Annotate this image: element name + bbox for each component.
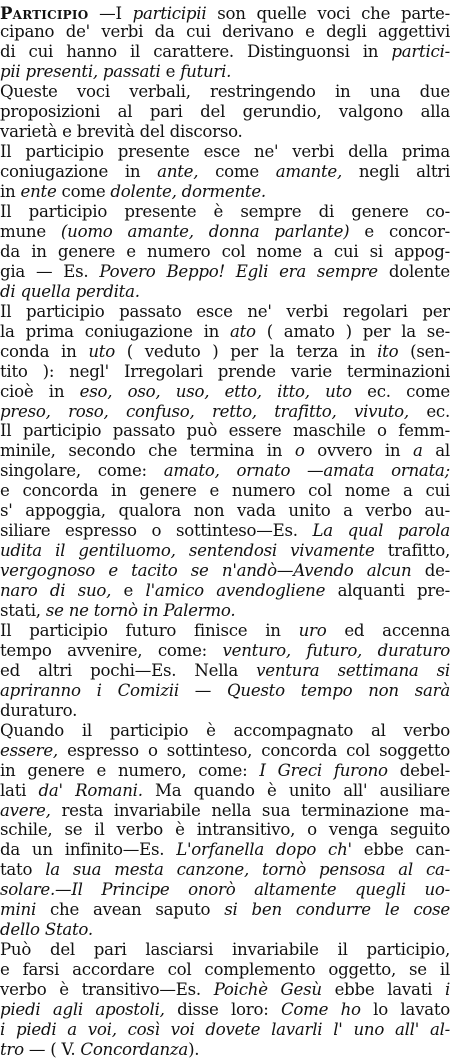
italic-text: amato, ornato —amata ornata; bbox=[163, 461, 450, 481]
italic-text: l'amico avendogliene bbox=[145, 581, 326, 601]
italic-text: mini bbox=[0, 900, 37, 920]
italic-text: Povero Beppo! Egli era sempre bbox=[99, 261, 378, 281]
italic-text: naro di suo, bbox=[0, 581, 112, 601]
text-run: disse loro: bbox=[164, 1000, 281, 1019]
italic-text: Concordanza bbox=[80, 1039, 189, 1059]
italic-text: essere, bbox=[0, 740, 58, 760]
text-run: de- bbox=[411, 561, 450, 581]
text-run: schile, se il verbo è intransitivo, o venga seguito bbox=[0, 820, 450, 840]
text-run: s' appoggia, qualora non vada unito a verbo au- bbox=[0, 501, 450, 521]
text-run: cioè in bbox=[0, 381, 80, 401]
italic-text: participii bbox=[132, 3, 207, 23]
text-run: ( amato ) per la se- bbox=[255, 321, 450, 341]
text-run: lo lavato bbox=[360, 1000, 450, 1019]
text-run: gia — Es. bbox=[0, 261, 100, 281]
italic-text: o bbox=[294, 441, 305, 461]
italic-text: i bbox=[444, 980, 450, 1000]
text-run: e concorda in genere e numero col nome a cui bbox=[0, 481, 450, 501]
text-run: debel- bbox=[387, 760, 450, 780]
italic-text: Poichè Gesù bbox=[213, 980, 322, 1000]
text-run: son quelle voci che parte- bbox=[206, 3, 450, 23]
text-run: tito ): negl' Irregolari prende varie terminazioni bbox=[0, 361, 450, 381]
text-run: e concor- bbox=[349, 221, 450, 241]
text-run: trafitto, bbox=[374, 541, 450, 561]
text-run: ec. bbox=[408, 401, 450, 421]
italic-text: dolente, dormente. bbox=[110, 182, 266, 202]
text-run: resta invariabile nella sua terminazione ma- bbox=[50, 800, 450, 820]
text-run: da un infinito—Es. bbox=[0, 840, 177, 860]
italic-text: uto bbox=[88, 341, 115, 361]
text-run: Il participio presente è sempre di genere co- bbox=[0, 202, 450, 221]
italic-text: di quella perdita. bbox=[0, 281, 140, 301]
italic-text: ato bbox=[230, 321, 256, 341]
italic-text: la sua mesta canzone, tornò pensosa al ca- bbox=[45, 860, 450, 880]
text-run: tato bbox=[0, 860, 46, 880]
text-run: Queste voci verbali, restringendo in una due bbox=[0, 82, 450, 102]
text-run: Il participio passato può essere maschile o femm- bbox=[0, 421, 450, 441]
italic-text: ito bbox=[377, 341, 399, 361]
italic-text: udita il gentiluomo, sentendosi vivamente bbox=[0, 541, 375, 561]
text-run: stati, bbox=[0, 601, 46, 620]
text-line bbox=[0, 1039, 450, 1061]
text-run: in bbox=[0, 182, 21, 202]
italic-text: ventura settimana si bbox=[256, 660, 450, 680]
text-run: — ( V. bbox=[23, 1039, 81, 1059]
italic-text: ente bbox=[20, 182, 57, 202]
italic-text: i piedi a voi, così voi dovete lavarli l' uno all' al- bbox=[0, 1019, 450, 1039]
text-run: ec. come bbox=[351, 381, 450, 401]
text-run: ed altri pochi—Es. Nella bbox=[0, 660, 257, 680]
text-run: lati bbox=[0, 780, 39, 800]
italic-text: avere, bbox=[0, 800, 51, 820]
text-run: duraturo. bbox=[0, 700, 78, 720]
text-run: in genere e numero, come: bbox=[0, 760, 260, 780]
text-run: dolente bbox=[377, 261, 450, 281]
italic-text: dello Stato. bbox=[0, 920, 93, 940]
text-run: che avean saputo bbox=[36, 900, 225, 920]
italic-text: partici- bbox=[391, 42, 450, 62]
section-heading: Participio bbox=[0, 2, 89, 23]
italic-text: pii presenti, passati bbox=[0, 62, 161, 82]
italic-text: (uomo amante, donna parlante) bbox=[60, 221, 350, 241]
italic-text: futuri. bbox=[180, 62, 232, 82]
text-run: la prima coniugazione in bbox=[0, 321, 230, 341]
text-run: ebbe can- bbox=[351, 840, 450, 860]
text-run: come bbox=[56, 182, 111, 202]
text-run: e bbox=[160, 62, 181, 82]
text-run: ( veduto ) per la terza in bbox=[114, 341, 378, 361]
italic-text: La qual parola bbox=[312, 521, 450, 541]
italic-text: piedi agli apostoli, bbox=[0, 1000, 165, 1019]
text-run: —I bbox=[88, 3, 133, 23]
text-run: verbo è transitivo—Es. bbox=[0, 980, 214, 1000]
italic-text: amante, bbox=[275, 162, 342, 182]
text-run: Può del pari lasciarsi invariabile il participio, bbox=[0, 940, 450, 960]
text-run: ovvero in bbox=[304, 441, 413, 461]
italic-text: eso, oso, uso, etto, itto, uto bbox=[79, 381, 352, 401]
text-run: varietà e brevità del discorso. bbox=[0, 122, 243, 142]
italic-text: da' Romani. bbox=[38, 780, 143, 800]
italic-text: preso, roso, confuso, retto, trafitto, vivuto, bbox=[0, 401, 409, 421]
text-run: Il participio futuro finisce in bbox=[0, 620, 299, 640]
text-run: come bbox=[198, 162, 276, 182]
italic-text: solare.—Il Principe onorò altamente quegli uo- bbox=[0, 880, 450, 900]
text-run: negli altri bbox=[342, 162, 450, 182]
text-run: di cui hanno il carattere. Distinguonsi in bbox=[0, 42, 392, 62]
text-run: singolare, come: bbox=[0, 461, 164, 481]
italic-text: tro bbox=[0, 1039, 24, 1059]
italic-text: I Greci furono bbox=[259, 760, 388, 780]
text-run: Quando il participio è accompagnato al verbo bbox=[0, 720, 450, 740]
text-run: al bbox=[422, 441, 450, 461]
italic-text: a bbox=[412, 441, 423, 461]
text-run: coniugazione in bbox=[0, 162, 158, 182]
text-run: ed accenna bbox=[326, 620, 450, 640]
text-run: Il participio presente esce ne' verbi della prima bbox=[0, 142, 450, 162]
text-run: ebbe lavati bbox=[321, 980, 445, 1000]
text-run: e farsi accordare col complemento oggetto, se il bbox=[0, 960, 450, 980]
italic-text: apriranno i Comizii — Questo tempo non sarà bbox=[0, 680, 450, 700]
text-run: proposizioni al pari del gerundio, valgono alla bbox=[0, 102, 450, 122]
italic-text: uro bbox=[298, 620, 327, 640]
text-run: alquanti pre- bbox=[325, 581, 450, 601]
text-run: espresso o sottinteso, concorda col soggetto bbox=[57, 740, 450, 760]
italic-text: L'orfanella dopo ch' bbox=[176, 840, 352, 860]
text-run: minile, secondo che termina in bbox=[0, 441, 295, 461]
italic-text: ante, bbox=[157, 162, 199, 182]
italic-text: vergognoso e tacito se n'andò—Avendo alcun bbox=[0, 561, 412, 581]
italic-text: Come ho bbox=[280, 1000, 361, 1019]
text-run: (sen- bbox=[398, 341, 450, 361]
text-run: tempo avvenire, come: bbox=[0, 640, 223, 660]
italic-text: venturo, futuro, duraturo bbox=[222, 640, 450, 660]
text-run: e bbox=[111, 581, 146, 601]
italic-text: si ben condurre le cose bbox=[224, 900, 450, 920]
italic-text: se ne tornò in Palermo. bbox=[45, 601, 236, 620]
text-run: siliare espresso o sottinteso—Es. bbox=[0, 521, 313, 541]
text-run: ). bbox=[188, 1039, 200, 1059]
text-run: Il participio passato esce ne' verbi regolari per bbox=[0, 301, 450, 321]
text-run: conda in bbox=[0, 341, 89, 361]
text-run: Ma quando è unito all' ausiliare bbox=[142, 780, 450, 800]
text-run: da in genere e numero col nome a cui si appog- bbox=[0, 241, 450, 261]
text-run: mune bbox=[0, 221, 61, 241]
text-run: cipano de' verbi da cui derivano e degli aggettivi bbox=[0, 22, 450, 42]
